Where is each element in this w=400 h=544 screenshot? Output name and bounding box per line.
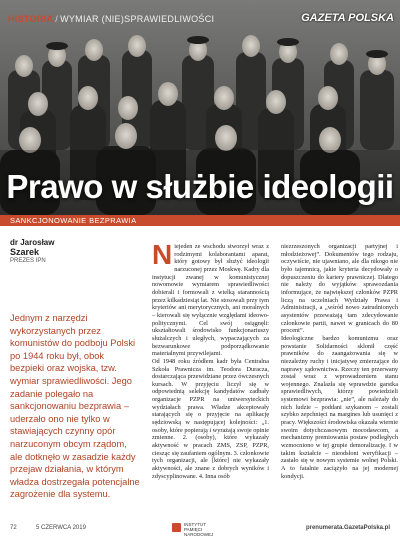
author-byline [10, 238, 130, 264]
body-column-2 [281, 243, 398, 480]
kicker-bar [0, 215, 400, 226]
subscription-link[interactable]: prenumerata.GazetaPolska.pl [305, 525, 390, 531]
body-paragraph: Od 1948 roku źródłem kadr była Centralna Szkoła Prawnicza im. Teodora Duracza, dostarczająca przewidziane przez ówczesnych kursach. W przyjęciu liczył się w odpowiednią selekcję kandydatów zadbały organizacje PZPR na uniwersyteckich wydziałach prawa. Władze akceptowały starających się o przyjęcie na aplikację sędziowską w następującej kolejności: „1. osoby, które popierają i wyrażają swoje opinie zmienne. 2. (osoby), które wykazały aktywność w pracach ZMS, ZSP, PZPR, ciesząc się zaufaniem ogólnym. 3. członkowie tych organizacji, ale [które] nie wykazały aktywności, ale znane z dobrych wyników i zdyscyplinowane. 4. Inna osób [152, 357, 269, 480]
subsection-name[interactable]: WYMIAR (NIE)SPRAWIEDLIWOŚCI [60, 14, 215, 24]
author-role: PREZES IPN [10, 258, 46, 264]
article-lead: Jednym z narzędzi wykorzystanych przez komunistów do podboju Polski po 1944 roku był, obok bezpieki oraz wojska, tzw. wymiar sprawiedliwości. Jego zadanie polegało na sankcjonowaniu bezprawia – uderzało ono nie tylko w stawiających czynny opór narzuconym obcym rządom, ale dotknęło w zasadzie każdy przejaw działania, w którym władza dostrzegała potencjalne zagrożenie dla systemu. [10, 313, 140, 500]
ipn-logo-text: INSTYTUT PAMIĘCI NARODOWEJ [184, 522, 214, 537]
drop-cap: N [152, 239, 173, 270]
body-paragraph: iejeden ze wschodu stworzył wraz z rodzimymi kolaborantami aparat, który gotowy był służyć ideologii narzuconej przez Moskwę. Kadry dla instytucji zwanej w komunistycznej nowomowie wymiarem sprawiedliwości dobierali i formowali z wielką starannością przez kilkadziesiąt lat. Nie stosowali przy tym kryteriów ani merytorycznych, ani moralnych – kierowali się wyłącznie względami ideowo-politycznymi. Cel swój osiągnęli: ukształtowali środowisko funkcjonariuszy służalczych i uległych, wypaczających za bezwarunkowe podporządkowanie materialnymi przywilejami. [152, 243, 269, 358]
author-name: Szarek [10, 247, 40, 257]
body-column-1 [152, 239, 269, 480]
body-paragraph: niezrzeszonych organizacji partyjnej i młodzieżowej”. Dokumentów tego rodzaju, oczywiście, nie ujawniano, ale dla nikogo nie było tajemnicą, jakie kryteria decydowały o dopuszczeniu do kariery prawniczej. Dlatego nie należy do wyjątków sprawozdania informujące, że największej członków PZPR liczą na uczelniach Wydziały Prawa i Administracji, a „wśród nowo zatrudnionych asystentów przeważają tam zdecydowanie członkowie partii, nawet w granicach do 80 procent”. [281, 243, 398, 335]
author-prefix: dr Jarosław [10, 238, 55, 247]
issue-date: 5 CZERWCA 2019 [36, 525, 86, 531]
kicker-label: SANKCJONOWANIE BEZPRAWIA [10, 216, 137, 225]
page-footer [0, 520, 400, 538]
archival-photo [0, 0, 400, 215]
section-name[interactable]: HISTORIA [8, 14, 54, 24]
article-headline: Prawo w służbie ideologii [6, 168, 394, 205]
section-breadcrumb [8, 14, 214, 24]
body-paragraph: Ideologiczne bardzo komunizmu oraz powstanie Solidarności sklonił część prawników do zaangażowania się w niezależny ruchy i inicjatywę zmierzające do naprawy sądownictwa. Rzeczy ten przerwany został wraz z wprowadzeniem stanu wojennego. Znalazła się wprawdzie garstka sprawiedliwych, którzy powiedzieli systemowi bezprawia: „nie”, ale należały do nich ludzie – poddani szykanom – zostali szybko zepchnięci na margines lub usunięci z pracy. Większości środowiska okazała wiernie swoim dotychczasowym mocodawcom, a mechanizmy premiowania postaw podległych wzmocniono w tej grupie demoralizację. I w takim kształcie – nieodsłoni weryfikacji – zastało się w nowym systemie wolnej Polski. A to fatalnie zaciążyło na jej modernej kondycji. [281, 334, 398, 480]
breadcrumb-separator: / [55, 14, 59, 24]
ipn-mark-icon [172, 523, 181, 532]
brand-logo: GAZETA POLSKA [301, 12, 394, 24]
section-bar [0, 12, 400, 34]
ipn-logo [172, 521, 218, 537]
page-number: 72 [10, 525, 17, 531]
